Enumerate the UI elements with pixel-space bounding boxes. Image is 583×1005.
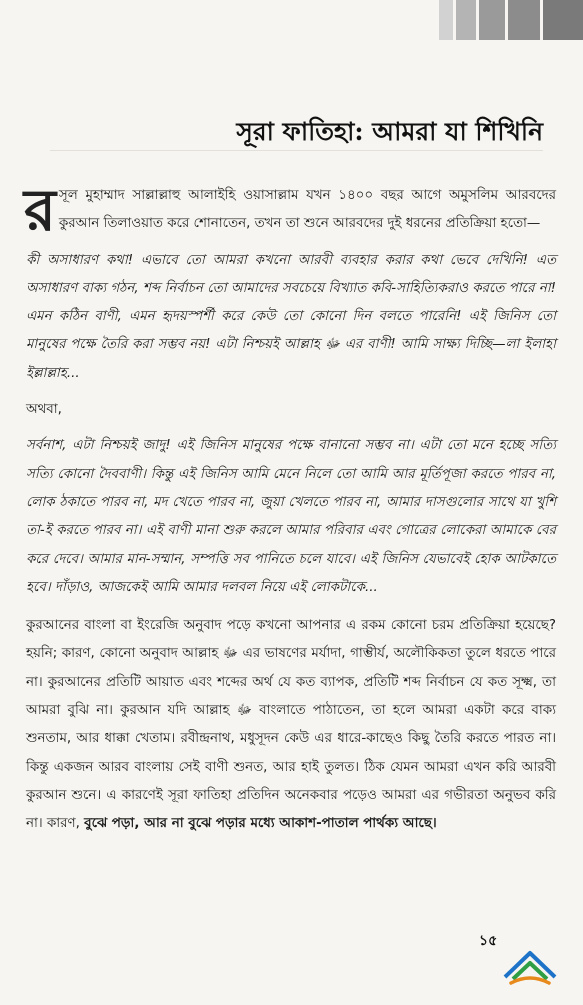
page-footer: [477, 929, 559, 987]
connector-text: অথবা,: [26, 402, 62, 418]
title-divider: [50, 150, 543, 151]
page-body: [24, 176, 557, 839]
publisher-logo-icon: [501, 947, 559, 987]
page-number: ১৫: [479, 933, 498, 949]
quote-paragraph-2: সর্বনাশ, এটা নিশ্চয়ই জাদু! এই জিনিস মানুষের পক্ষে বানানো সম্ভব না। এটা তো মনে হচ্ছে সত্যি সত্যি কোনো দৈববাণী। কিন্তু এই জিনিস আমি মেনে নিলে তো আমি আর মূর্তিপূজা করতে পারব না, লোক ঠকাতে পারব না, মদ খেতে পারব না, জুয়া খেলতে পারব না, আমার দাসগুলোর সাথে যা খুশি তা-ই করতে পারব না। এই বাণী মানা শুরু করলে আমার পরিবার এবং গোত্রের লোকেরা আমাকে বের করে দেবে। আমার মান-সম্মান, সম্পত্তি সব পানিতে চলে যাবে। এই জিনিস যেভাবেই হোক আটকাতে হবে। দাঁড়াও, আজকেই আমি আমার দলবল নিয়ে এই লোকটাকে...: [26, 438, 556, 595]
body-paragraph: [26, 612, 556, 838]
intro-paragraph: [24, 176, 556, 244]
body-text: কুরআনের বাংলা বা ইংরেজি অনুবাদ পড়ে কখনো আপনার এ রকম কোনো চরম প্রতিক্রিয়া হয়েছে? হয়নি; কারণ, কোনো অনুবাদ আল্লাহ ﷻ এর ভাষণের মর্যাদা, গাম্ভীর্য, অলৌকিকতা তুলে ধরতে পারে না। কুরআনের প্রতিটি আয়াত এবং শব্দের অর্থ যে কত ব্যাপক, প্রতিটি শব্দ নির্বাচন যে কত সূক্ষ্ম, তা আমরা বুঝি না। কুরআন যদি আল্লাহ ﷻ বাংলাতে পাঠাতেন, তা হলে আমরা একটা করে বাক্য শুনতাম, আর ধাক্কা খেতাম। রবীন্দ্রনাথ, মধুসূদন কেউ এর ধারে-কাছেও কিছু তৈরি করতে পারত না। কিন্তু একজন আরব বাংলায় সেই বাণী শুনত, আর হাই তুলত। ঠিক যেমন আমরা এখন করি আরবী কুরআন শুনে। এ কারণেই সূরা ফাতিহা প্রতিদিন অনেকবার পড়েও আমরা এর গভীরতা অনুভব করি না। কারণ,: [26, 618, 557, 832]
quote-paragraph-1: কী অসাধারণ কথা! এভাবে তো আমরা কখনো আরবী ব্যবহার করার কথা ভেবে দেখিনি! এত অসাধারণ বাক্য গঠন, শব্দ নির্বাচন তো আমাদের সবচেয়ে বিখ্যাত কবি-সাহিত্যিকরাও করতে পারে না! এমন কঠিন বাণী, এমন হৃদয়স্পর্শী করে কেউ তো কোনো দিন বলতে পারেনি! এই জিনিস তো মানুষের পক্ষে তৈরি করা সম্ভব নয়! এটা নিশ্চয়ই আল্লাহ ﷻ এর বাণী! আমি সাক্ষ্য দিচ্ছি—লা ইলাহা ইল্লাল্লাহ...: [26, 252, 556, 381]
drop-cap: র: [24, 176, 56, 244]
body-emphasis: বুঝে পড়া, আর না বুঝে পড়ার মধ্যে আকাশ-পাতাল পার্থক্য আছে।: [84, 816, 437, 832]
intro-text: সূল মুহাম্মাদ সাল্লাল্লাহু আলাইহি ওয়াসাল্লাম যখন ১৪০০ বছর আগে অমুসলিম আরবদের কুরআন তিলাওয়াত করে শোনাতেন, তখন তা শুনে আরবদের দুই ধরনের প্রতিক্রিয়া হতো—: [58, 188, 556, 232]
header-decorative-stripes: [413, 0, 583, 40]
page-title: সূরা ফাতিহা: আমরা যা শিখিনি: [236, 117, 543, 146]
